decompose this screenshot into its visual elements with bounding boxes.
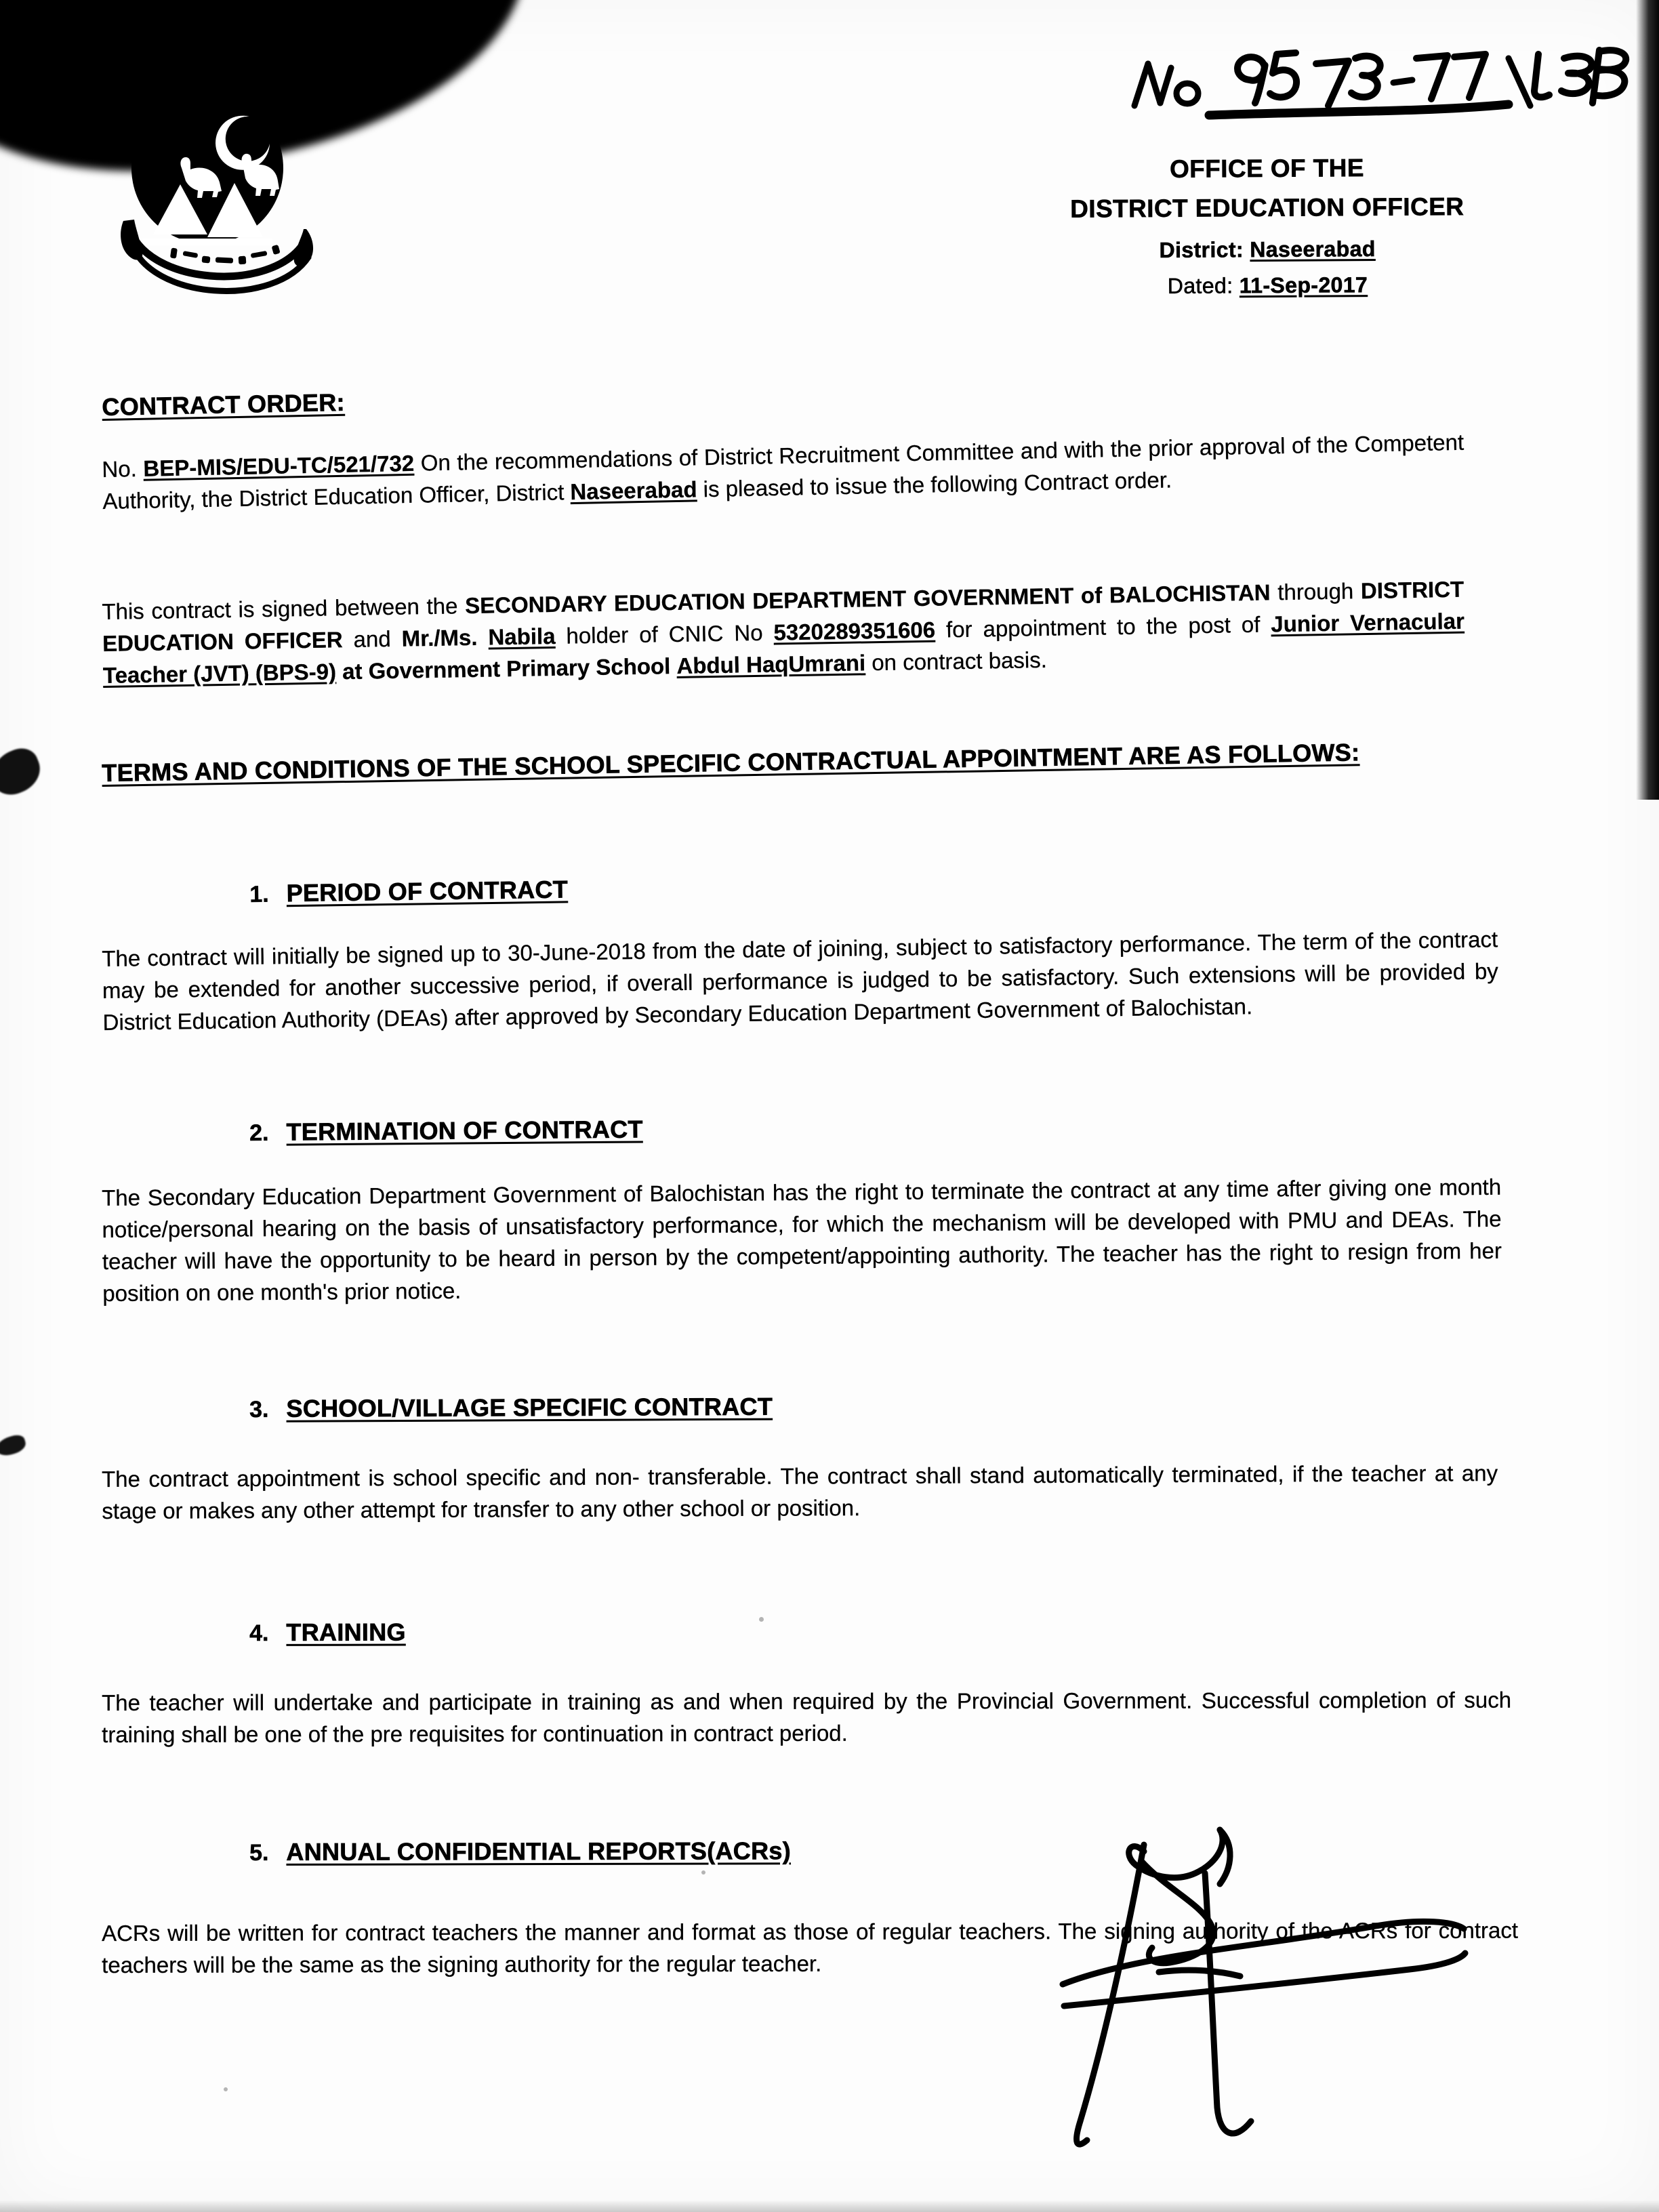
section-title-2: TERMINATION OF CONTRACT: [286, 1115, 643, 1146]
through-word: through: [1277, 578, 1354, 605]
section-heading-5: [249, 1837, 791, 1866]
section-number-5: 5.: [249, 1839, 269, 1866]
section-title-3: SCHOOL/VILLAGE SPECIFIC CONTRACT: [286, 1392, 773, 1422]
parties-paragraph: [102, 574, 1465, 692]
section-body-4: The teacher will undertake and participate in training as and when required by the Provincial Government. Successful completion of such training shall be one of the pre requisites for continuation in contract period.: [102, 1687, 1512, 1747]
handwritten-signature: [1057, 1803, 1491, 2212]
section-body-1: The contract will initially be signed up to 30-June-2018 from the date of joining, subject to satisfactory performance. The term of the contract may be extended for another successive period, if overall performance is judged to be satisfactory. Such extensions will be provided by District Education Authority (DEAs) after approved by Secondary Education Department Government of Balochistan.: [102, 926, 1499, 1035]
district-value: Naseerabad: [1250, 237, 1376, 262]
section-title-1: PERIOD OF CONTRACT: [286, 875, 569, 907]
section-heading-4: [249, 1618, 406, 1647]
section-number-3: 3.: [249, 1396, 269, 1422]
scan-speck: [759, 1617, 764, 1622]
intro-text: On the recommendations of District Recruitment Committee and with the prior approval of the Competent Authority, the District Education Officer, District: [102, 429, 1465, 514]
section-heading-1: [249, 875, 568, 908]
cnic-number: 5320289351606: [773, 617, 936, 645]
scan-blob-artifact: [0, 1433, 28, 1458]
section-heading-2: [249, 1115, 643, 1147]
terms-and-conditions-heading: TERMS AND CONDITIONS OF THE SCHOOL SPECIFIC CONTRACTUAL APPOINTMENT ARE AS FOLLOWS:: [102, 738, 1360, 787]
office-line-1: OFFICE OF THE: [1169, 154, 1364, 183]
scan-speck: [701, 1870, 705, 1875]
section-number-2: 2.: [249, 1120, 269, 1146]
scan-speck: [224, 2087, 228, 2091]
dated-value: 11-Sep-2017: [1239, 272, 1368, 298]
letterhead-header: [968, 152, 1565, 310]
cnic-label: holder of CNIC No: [566, 619, 763, 649]
post-title: Junior Vernacular Teacher (JVT) (BPS-9): [102, 608, 1465, 688]
and-word: and: [353, 626, 391, 652]
section-number-4: 4.: [249, 1620, 269, 1646]
department-name: SECONDARY EDUCATION DEPARTMENT GOVERNMENT of BALOCHISTAN: [464, 579, 1271, 619]
scan-blob-artifact: [0, 743, 47, 800]
contract-basis-text: on contract basis.: [871, 647, 1048, 675]
teacher-name: Nabila: [488, 623, 556, 650]
appointment-text: for appointment to the post of: [945, 611, 1261, 642]
school-label: at Government Primary School: [342, 653, 671, 684]
officer-title: DISTRICT EDUCATION OFFICER: [102, 576, 1465, 656]
handwritten-document-number: [1125, 41, 1654, 129]
section-heading-3: [249, 1393, 773, 1423]
page-bottom-edge: [0, 2200, 1659, 2212]
district-label: District:: [1159, 237, 1244, 262]
section-body-3: The contract appointment is school specific and non- transferable. The contract shall stand automatically terminated, if the teacher at any stage or makes any other attempt for transfer to any other school or position.: [102, 1460, 1498, 1523]
section-body-5: ACRs will be written for contract teachers the manner and format as those of regular teachers. The signing authority of the ACRs for contract teachers will be the same as the signing authority for the regular teacher.: [102, 1917, 1519, 1978]
contract-order-intro-paragraph: [102, 427, 1465, 518]
section-number-1: 1.: [249, 881, 269, 907]
section-title-5: ANNUAL CONFIDENTIAL REPORTS(ACRs): [286, 1837, 792, 1866]
salutation: Mr./Ms.: [401, 624, 478, 651]
no-label: No.: [102, 455, 138, 482]
office-line-2: DISTRICT EDUCATION OFFICER: [1070, 192, 1465, 223]
contract-reference-number: BEP-MIS/EDU-TC/521/732: [143, 450, 415, 481]
intro-district-value: Naseerabad: [570, 476, 697, 504]
dated-line: [969, 271, 1565, 300]
section-title-4: TRAINING: [286, 1618, 406, 1646]
balochistan-government-emblem-icon: [88, 81, 325, 305]
district-line: [969, 235, 1565, 264]
section-body-2: The Secondary Education Department Government of Balochistan has the right to terminate the contract at any time after giving one month notice/personal hearing on the basis of unsatisfactory performance, for which the mechanism will be developed with PMU and DEAs. The teacher will have the opportunity to be heard in person by the competent/appointing authority. The teacher has the right to resign from her position on one month's prior notice.: [102, 1174, 1502, 1306]
parties-lead: This contract is signed between the: [102, 593, 458, 624]
contract-order-title: CONTRACT ORDER:: [102, 388, 346, 421]
school-name: Abdul HaqUmrani: [676, 650, 866, 678]
intro-tail-text: is pleased to issue the following Contract order.: [703, 467, 1172, 502]
dated-label: Dated:: [1167, 273, 1233, 298]
